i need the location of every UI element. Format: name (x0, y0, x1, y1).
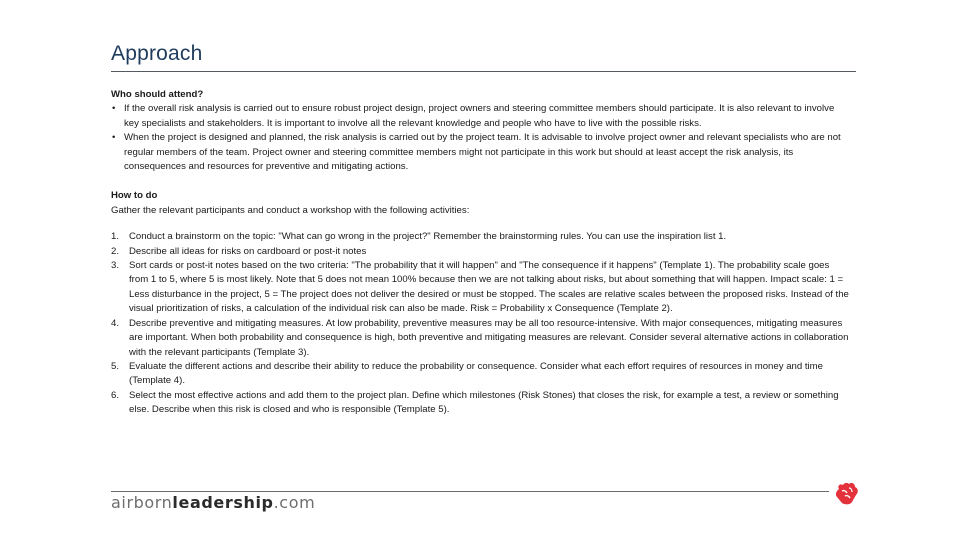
bullet-marker: • (112, 103, 116, 115)
page-title: Approach (111, 42, 203, 65)
red-glove-icon (833, 480, 861, 506)
step-text: Conduct a brainstorm on the topic: "What can go wrong in the project?" Remember the brainstorming rules. You can use the inspiration list 1. (129, 231, 727, 243)
step-number: 5. (111, 360, 120, 372)
steps-list (111, 230, 851, 417)
step-text: Describe all ideas for risks on cardboard or post-it notes (129, 245, 367, 257)
step-text: Select the most effective actions and add them to the project plan. Define which milestones (Risk Stones) that closes the risk, for example a test, a review or something else. Describe when this risk is closed and who is responsible (Template 5). (129, 389, 839, 416)
step-number: 2. (111, 245, 120, 257)
step-number: 3. (111, 260, 120, 272)
step-text: Evaluate the different actions and describe their ability to reduce the probability or consequence. Consider what each effort requires of resources in money and time (Template 4). (129, 360, 823, 387)
who-bullet-item (111, 131, 851, 174)
logo-suffix: .com (273, 493, 316, 512)
step-number: 6. (111, 389, 120, 401)
footer-divider (111, 491, 829, 492)
step-item (111, 245, 851, 259)
step-text: Describe preventive and mitigating measures. At low probability, preventive measures may be all too resource-intensive. With major consequences, mitigating measures are important. When both probability and consequence is high, both preventive and mitigating measures are relevant. Consider several alternative actions in collaboration with the relevant participants (Template 3). (129, 317, 849, 358)
who-heading: Who should attend? (111, 89, 204, 100)
step-item (111, 389, 851, 418)
bullet-marker: • (112, 132, 116, 144)
logo-prefix: airborn (111, 493, 173, 512)
who-bullet-item (111, 102, 851, 131)
logo-strong: leadership (172, 493, 274, 512)
who-bullet-list (111, 102, 851, 174)
who-bullet-text: If the overall risk analysis is carried out to ensure robust project design, project owners and steering committee members should participate. It is also relevant to involve key specialists and stakeholders. It is important to involve all the relevant knowledge and people who have to live with the possible risks. (124, 103, 835, 129)
step-item (111, 317, 851, 360)
content-body (111, 88, 851, 418)
step-item (111, 360, 851, 389)
step-item (111, 230, 851, 244)
who-bullet-text: When the project is designed and planned, the risk analysis is carried out by the project team. It is advisable to involve project owner and relevant specialists who are not regular members of the team. Project owner and steering committee members might not participate in this work but should at least accept the risk analysis, its consequences and resources for preventive and mitigating actions. (124, 132, 841, 173)
step-number: 1. (111, 231, 120, 243)
step-item (111, 259, 851, 317)
step-number: 4. (111, 317, 120, 329)
title-divider (111, 71, 856, 72)
step-text: Sort cards or post-it notes based on the two criteria: "The probability that it will happen" and "The consequence if it happens" (Template 1). The probability scale goes from 1 to 5, where 5 is most likely. Note that 5 does not mean 100% because then we are not talking about risks, but about something that will happen. Impact scale: 1 = Less disturbance in the project, 5 = The project does not deliver the desired or must be stopped. The scales are relative scales between the proposed risks. Instead of the visual prioritization of risks, a calculation of the individual risk can also be made. Risk = Probability x Consequence (Template 2). (129, 260, 849, 315)
how-intro: Gather the relevant participants and conduct a workshop with the following activities: (111, 204, 470, 216)
company-logo (111, 493, 315, 512)
how-heading: How to do (111, 190, 158, 202)
